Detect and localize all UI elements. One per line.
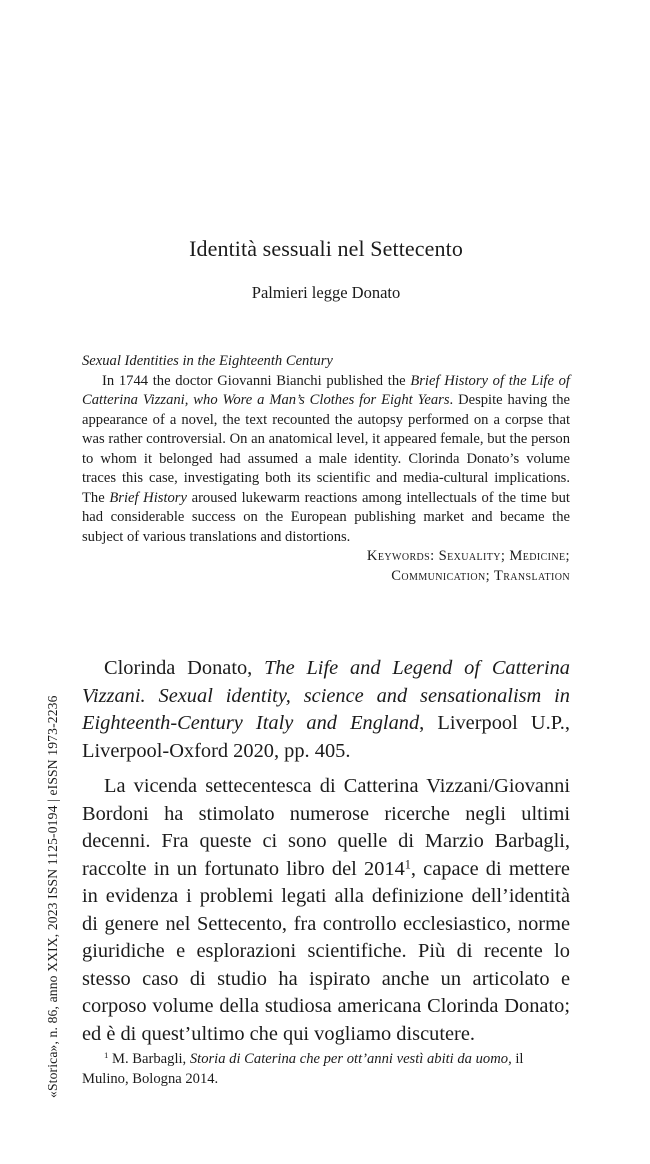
body-text bbox=[82, 773, 570, 1048]
body-paragraph bbox=[82, 773, 570, 1048]
footnote-paragraph bbox=[82, 1049, 570, 1089]
article-title: Identità sessuali nel Settecento bbox=[189, 236, 463, 261]
reference-publisher: , Liverpool U.P., Liverpool-Oxford 2020, pp. 405. bbox=[82, 712, 570, 762]
keywords-line: Communication; Translation bbox=[391, 567, 570, 584]
review-reference bbox=[82, 655, 570, 765]
footnote bbox=[82, 1049, 570, 1089]
keywords bbox=[82, 547, 570, 586]
abstract-text-part: In 1744 the doctor Giovanni Bianchi published the bbox=[102, 372, 411, 389]
abstract-text-part: . Despite having the appearance of a novel, the text recounted the autopsy performed on a corpse that was rather controversial. On an anatomical level, it appeared female, but the person to whom it belonged had assumed a male identity. Clorinda Donato’s volume traces this case, investigating both its scientific and media-cultural implications. The bbox=[82, 392, 570, 506]
footnote-number: 1 bbox=[104, 1050, 109, 1061]
article-subtitle: Palmieri legge Donato bbox=[251, 283, 401, 302]
abstract-heading: Sexual Identities in the Eighteenth Century bbox=[82, 353, 333, 369]
abstract-text bbox=[82, 372, 570, 548]
abstract-text-part: aroused lukewarm reactions among intellectuals of the time but had considerable success on the European publishing market and became the subject of various translations and distortions. bbox=[82, 489, 570, 545]
body-text-part: , capace di mettere in evidenza i problemi legati alla definizione dell’identità di genere nel Settecento, fra controllo ecclesiastico, norme giuridiche e esplorazioni scientifiche. Più di recente lo stesso caso di studio ha ispirato anche un articolato e corposo volume della studiosa americana Clorinda Donato; ed è di quest’ultimo che qui vogliamo discutere. bbox=[82, 857, 570, 1045]
reference-paragraph bbox=[82, 655, 570, 765]
abstract-block bbox=[82, 352, 570, 586]
footnote-rest: , il Mulino, Bologna 2014. bbox=[82, 1051, 524, 1087]
journal-side-note: «Storica», n. 86, anno XXIX, 2023 ISSN 1125-0194 | eISSN 1973-2236 bbox=[45, 695, 60, 1098]
reference-book-title: The Life and Legend of Catterina Vizzani. Sexual identity, science and sensationalism in Eighteenth-Century Italy and England bbox=[82, 657, 570, 734]
keywords-line: Keywords: Sexuality; Medicine; bbox=[366, 548, 570, 564]
body-text-part: La vicenda settecentesca di Catterina Vizzani/Giovanni Bordoni ha stimolato numerose ricerche negli ultimi decenni. Fra queste ci sono quelle di Marzio Barbagli, raccolte in un fortunato libro del 2014 bbox=[82, 775, 570, 880]
reference-author: Clorinda Donato, bbox=[104, 657, 265, 679]
abstract-book-title: Brief History of the Life of Catterina Vizzani, who Wore a Man’s Clothes for Eight Years bbox=[82, 372, 570, 408]
abstract-short-title: Brief History bbox=[109, 489, 187, 506]
footnote-reference: 1 bbox=[404, 856, 411, 871]
footnote-title: Storia di Caterina che per ott’anni vestì abiti da uomo bbox=[189, 1051, 509, 1067]
footnote-author: M. Barbagli, bbox=[108, 1051, 190, 1067]
